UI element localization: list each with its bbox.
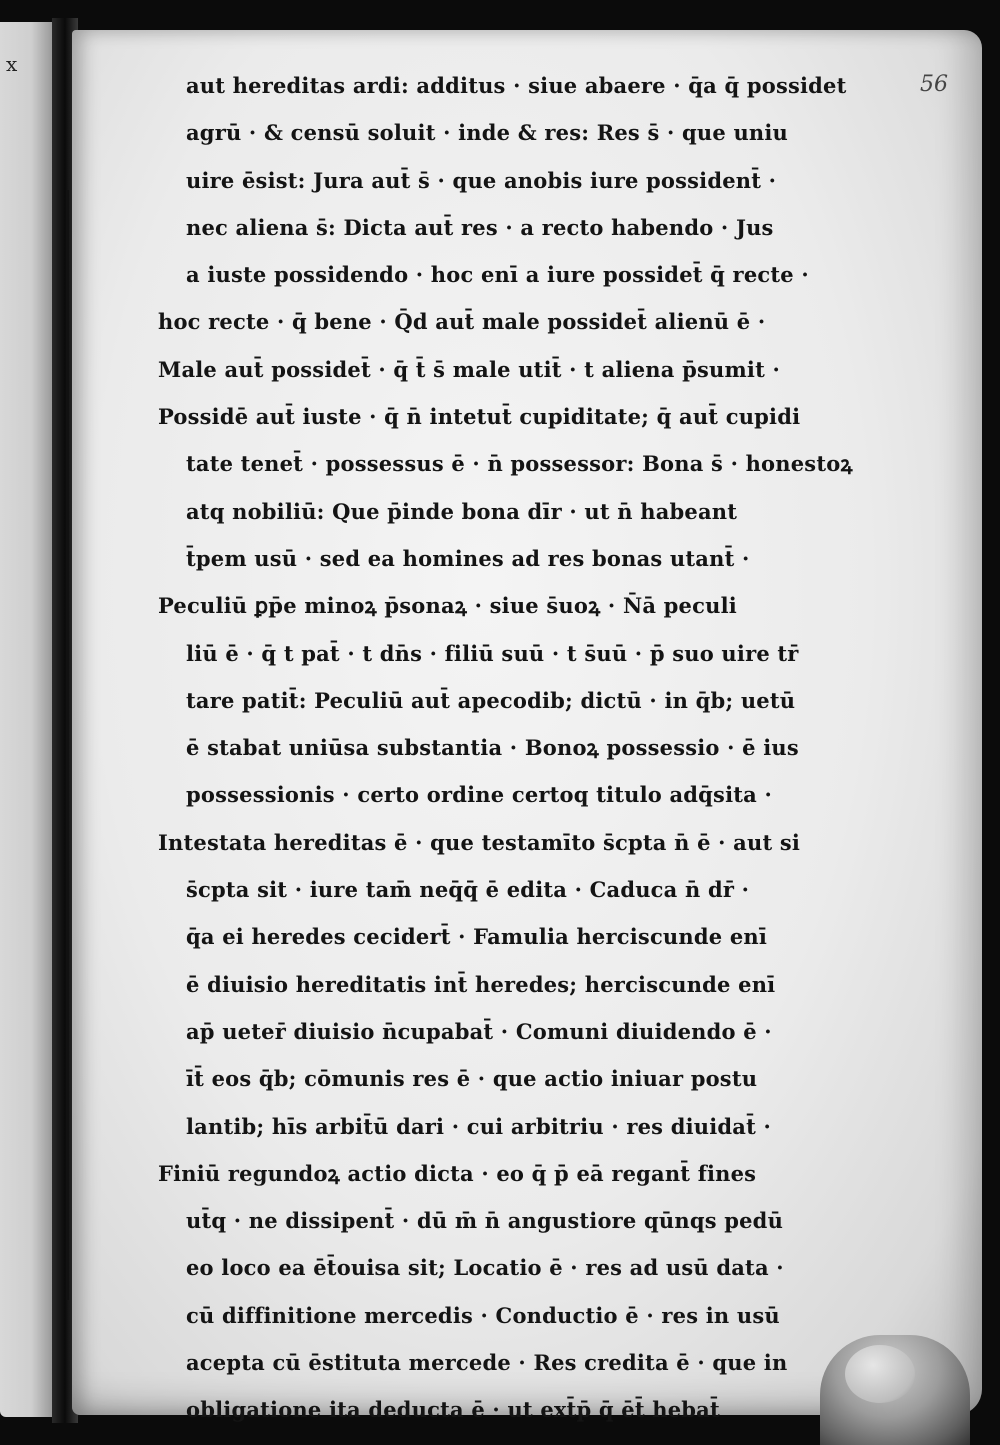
binding-thread: [66, 190, 69, 1300]
manuscript-line: eo loco ea ēt̄ouisa sit; Locatio ē · res ad usū data ·: [186, 1255, 784, 1281]
manuscript-line: s̄cpta sit · iure tam̄ neq̄q̄ ē edita · Caduca n̄ dr̄ ·: [186, 877, 750, 903]
manuscript-line: Finiū regundoꝝ actio dicta · eo q̄ p̄ eā regant̄ fines: [158, 1160, 757, 1186]
manuscript-line: hoc recte · q̄ bene · Q̄d aut̄ male possidet̄ alienū ē ·: [158, 309, 766, 335]
manuscript-line: uire ēsist: Jura aut̄ s̄ · que anobis iure possident̄ ·: [186, 167, 777, 193]
thumbnail: [845, 1345, 915, 1403]
manuscript-line: Peculiū ꝑp̄e minoꝝ p̄sonaꝝ · siue s̄uoꝝ · N̄ā peculi: [158, 593, 737, 619]
manuscript-line: tare patit̄: Peculiū aut̄ apecodib; dictū · in q̄b; uetū: [186, 687, 796, 713]
manuscript-line: ē stabat uniūsa substantia · Bonoꝝ possessio · ē ius: [186, 735, 799, 761]
manuscript-line: nec aliena s̄: Dicta aut̄ res · a recto habendo · Jus: [186, 214, 774, 240]
manuscript-line: Possidē aut̄ iuste · q̄ n̄ intetut̄ cupiditate; q̄ aut̄ cupidi: [158, 404, 801, 430]
manuscript-line: a iuste possidendo · hoc enī a iure possidet̄ q̄ recte ·: [186, 262, 809, 288]
manuscript-line: ap̄ ueter̄ diuisio n̄cupabat̄ · Comuni diuidendo ē ·: [186, 1018, 772, 1044]
manuscript-line: obligatione ita deducta ē · ut ext̄p̄ q̄ ēt̄ hebat̄: [186, 1397, 720, 1423]
manuscript-line: Intestata hereditas ē · que testamīto s̄cpta n̄ ē · aut si: [158, 829, 801, 855]
manuscript-line: atq nobiliū: Que p̄inde bona dīr · ut n̄ habeant: [186, 498, 738, 524]
manuscript-line: īt̄ eos q̄b; cōmunis res ē · que actio iniuar postu: [186, 1066, 758, 1092]
manuscript-line: aut hereditas ardi: additus · siue abaere · q̄a q̄ possidet: [186, 73, 847, 98]
manuscript-line: Male aut̄ possidet̄ · q̄ t̄ s̄ male utit̄ · t aliena p̄sumit ·: [158, 356, 780, 382]
manuscript-line: lantib; hīs arbit̄ū dari · cui arbitriu · res diuidat̄ ·: [186, 1113, 772, 1139]
folio-number: 56: [920, 72, 948, 97]
manuscript-line: agrū · & censū soluit · inde & res: Res s̄ · que uniu: [186, 120, 789, 146]
manuscript-line: ut̄q · ne dissipent̄ · dū m̄ n̄ angustiore qūnqs pedū: [186, 1208, 784, 1234]
manuscript-line: q̄a ei heredes cecidert̄ · Famulia herciscunde enī: [186, 924, 768, 950]
manuscript-line: acepta cū ēstituta mercede · Res credita ē · que in: [186, 1350, 788, 1376]
manuscript-line: tate tenet̄ · possessus ē · n̄ possessor: Bona s̄ · honestoꝝ: [186, 451, 853, 477]
manuscript-line: liū ē · q̄ t pat̄ · t dn̄s · filiū suū · t s̄uū · p̄ suo uire tr̄: [186, 640, 799, 666]
manuscript-line: cū diffinitione mercedis · Conductio ē · res in usū: [186, 1302, 780, 1328]
facing-page-fragment: x: [6, 52, 18, 76]
manuscript-text: [158, 62, 853, 1434]
manuscript-line: ē diuisio hereditatis int̄ heredes; herciscunde enī: [186, 971, 776, 997]
manuscript-line: t̄pem usū · sed ea homines ad res bonas utant̄ ·: [186, 545, 750, 571]
facing-page: [0, 22, 52, 1417]
manuscript-line: possessionis · certo ordine certoq titulo adq̄sita ·: [186, 782, 772, 808]
